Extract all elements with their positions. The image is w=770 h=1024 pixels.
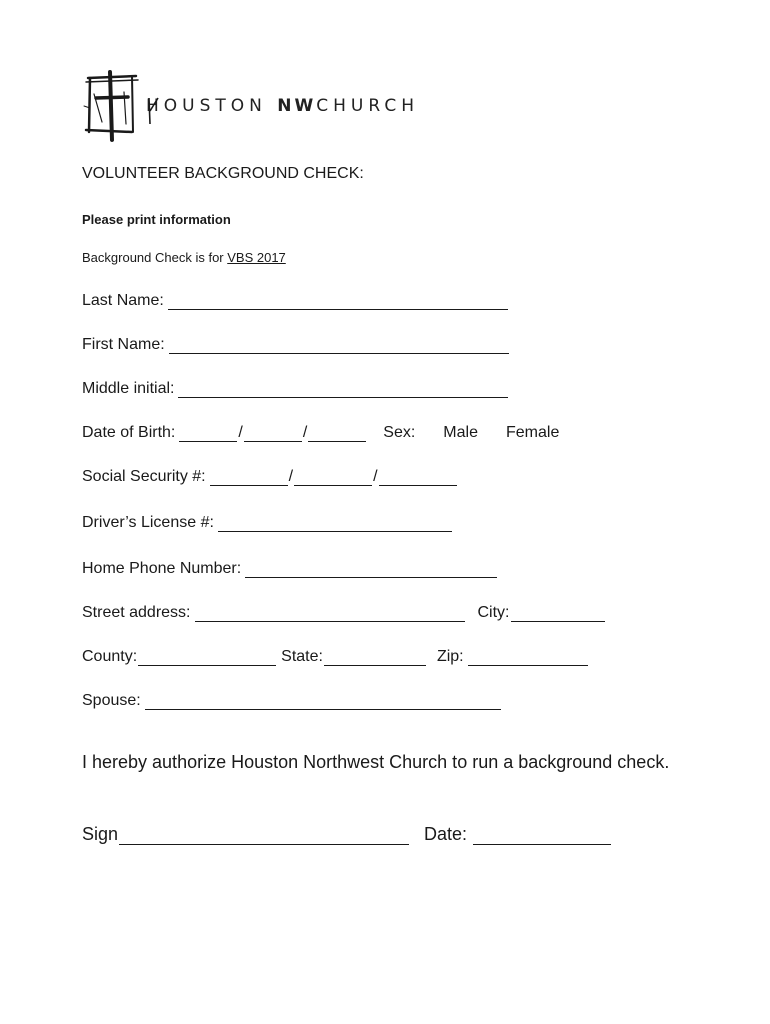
- purpose-event: VBS 2017: [227, 250, 286, 265]
- dob-separator: /: [302, 424, 308, 441]
- home-phone-label: Home Phone Number:: [82, 560, 242, 577]
- authorization-statement: I hereby authorize Houston Northwest Church to run a background check.: [82, 752, 670, 772]
- form-title: VOLUNTEER BACKGROUND CHECK:: [82, 165, 364, 182]
- date-field[interactable]: [473, 826, 611, 845]
- slash-mark-icon: [146, 96, 160, 126]
- drivers-license-row: [82, 514, 453, 532]
- zip-label: Zip:: [436, 648, 464, 665]
- print-instruction: Please print information: [82, 212, 231, 227]
- spouse-label: Spouse:: [82, 692, 141, 709]
- last-name-row: [82, 292, 509, 310]
- sex-option-female[interactable]: Female: [505, 424, 560, 441]
- church-name-nw: NW: [277, 96, 317, 116]
- ssn-separator: /: [373, 468, 378, 485]
- middle-initial-field[interactable]: [178, 381, 508, 398]
- state-field[interactable]: [324, 649, 426, 666]
- church-name-houston: HOUSTON: [146, 96, 267, 116]
- sex-option-male[interactable]: Male: [443, 424, 478, 441]
- signature-field[interactable]: [119, 826, 409, 845]
- date-label: Date:: [424, 824, 468, 844]
- church-name-church: CHURCH: [316, 96, 419, 116]
- church-logo: [82, 70, 442, 142]
- spouse-row: [82, 692, 502, 710]
- background-check-purpose: [82, 250, 286, 265]
- last-name-label: Last Name:: [82, 292, 164, 309]
- church-name: [146, 96, 419, 116]
- home-phone-row: [82, 560, 498, 578]
- county-label: County:: [82, 648, 138, 665]
- dob-row: [82, 424, 559, 442]
- middle-initial-label: Middle initial:: [82, 380, 175, 397]
- dob-label: Date of Birth:: [82, 424, 176, 441]
- city-field[interactable]: [511, 605, 605, 622]
- dob-year-field[interactable]: [308, 425, 366, 442]
- first-name-label: First Name:: [82, 336, 165, 353]
- ssn-row: [82, 468, 458, 486]
- signature-row: [82, 824, 612, 845]
- last-name-field[interactable]: [168, 293, 508, 310]
- purpose-label: Background Check is for: [82, 250, 228, 265]
- state-label: State:: [281, 648, 323, 665]
- ssn-part3-field[interactable]: [379, 469, 457, 486]
- ssn-part1-field[interactable]: [210, 469, 288, 486]
- sign-label: Sign: [82, 824, 119, 844]
- sex-label: Sex:: [383, 424, 416, 441]
- dob-month-field[interactable]: [179, 425, 237, 442]
- ssn-separator: /: [288, 468, 294, 485]
- first-name-field[interactable]: [169, 337, 509, 354]
- dob-day-field[interactable]: [244, 425, 302, 442]
- street-address-field[interactable]: [195, 605, 465, 622]
- drivers-license-field[interactable]: [218, 515, 452, 532]
- ssn-label: Social Security #:: [82, 468, 206, 485]
- drivers-license-label: Driver’s License #:: [82, 514, 214, 531]
- dob-separator: /: [238, 424, 243, 441]
- middle-initial-row: [82, 380, 509, 398]
- home-phone-field[interactable]: [245, 561, 497, 578]
- cross-logo-icon: [82, 70, 142, 142]
- street-address-label: Street address:: [82, 604, 191, 621]
- city-label: City:: [477, 604, 510, 621]
- ssn-part2-field[interactable]: [294, 469, 372, 486]
- address-row: [82, 604, 606, 622]
- first-name-row: [82, 336, 510, 354]
- county-field[interactable]: [138, 649, 276, 666]
- zip-field[interactable]: [468, 649, 588, 666]
- county-state-zip-row: [82, 648, 589, 666]
- spouse-field[interactable]: [145, 693, 501, 710]
